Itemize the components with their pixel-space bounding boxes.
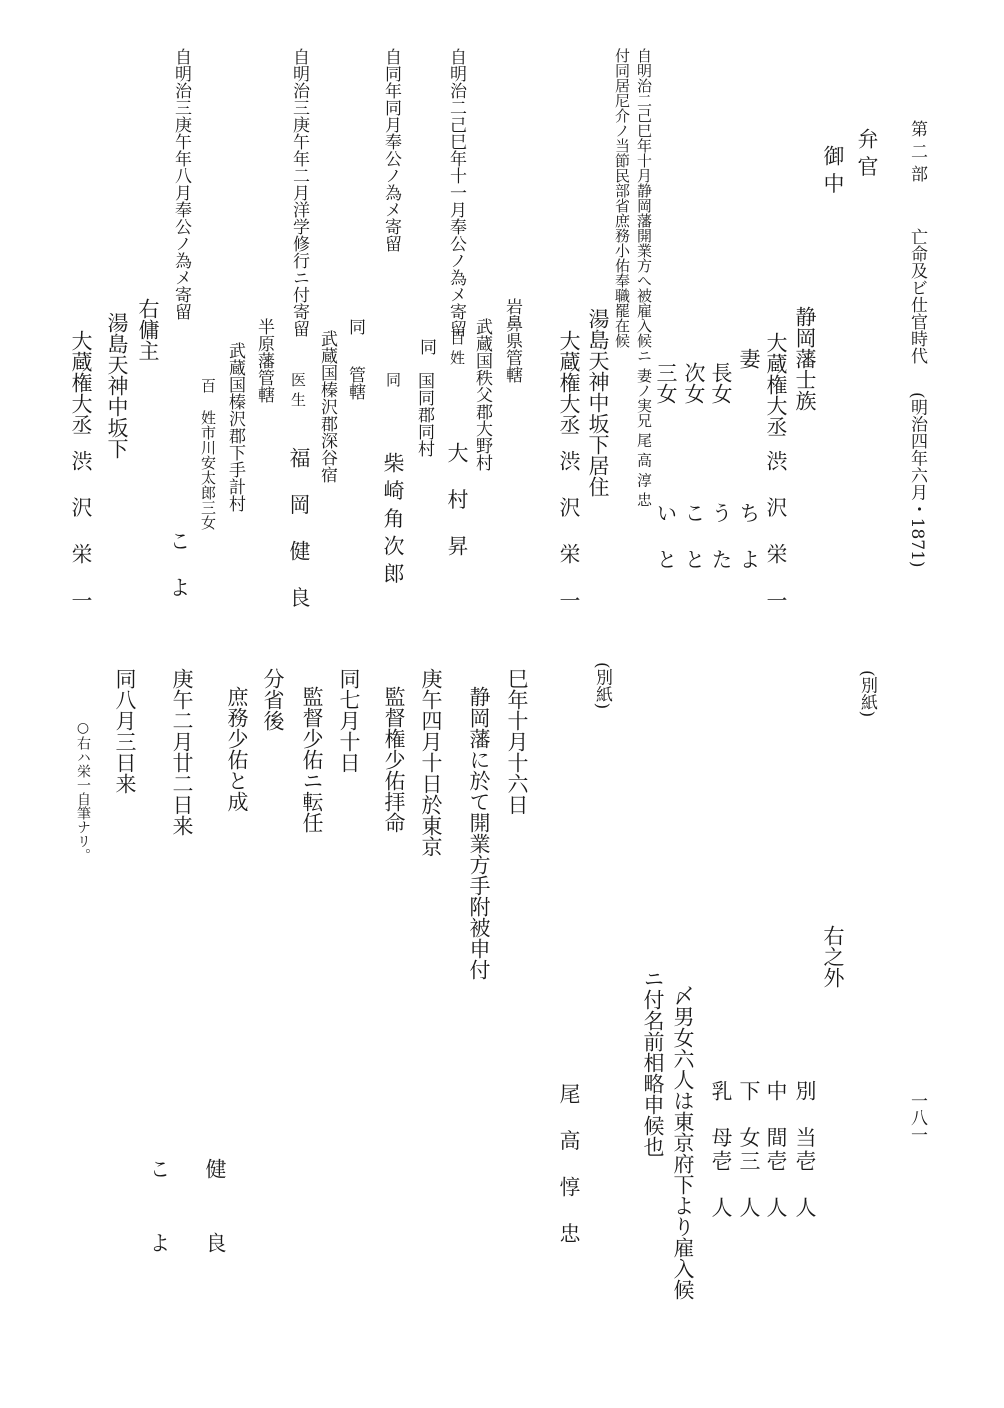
entry4-rank: 百 xyxy=(199,378,217,393)
entry3-name: 福 岡 健 良 xyxy=(287,447,311,618)
servant-betto-count: 壱 人 xyxy=(793,1150,817,1228)
address-onchu: 御 中 xyxy=(821,145,845,194)
first-annex-heading: 右之外 xyxy=(821,925,845,988)
servant-uba-count: 壱 人 xyxy=(709,1150,733,1228)
servant-chugen-count: 壱 人 xyxy=(764,1150,788,1228)
entry3-same: 同 xyxy=(345,318,365,335)
annex-footnote: ○右ハ栄一自筆ナリ。 xyxy=(75,720,91,862)
second-annex-marker: (別紙) xyxy=(592,662,612,710)
entry2-note: 自同年同月奉公ノ為メ寄留 xyxy=(381,48,401,252)
page-number: 一八一 xyxy=(907,1092,927,1143)
annex-line-1: 巳年十月十六日 xyxy=(505,668,529,815)
employer-label: 右傭主 xyxy=(136,298,160,361)
entry3-note: 自明治三庚午年二月洋学修行ニ付寄留 xyxy=(289,48,309,337)
entry2-name: 柴 崎 角 次 郎 xyxy=(381,452,405,584)
annex-line-9: 庚午二月廿二日来 xyxy=(170,668,194,836)
entry3-address: 武蔵国榛沢郡深谷宿 xyxy=(317,330,337,483)
annex-line-8: 庶務少佑と成 xyxy=(225,686,249,812)
family-wife-label: 妻 xyxy=(737,348,761,369)
family-wife-name: ち よ xyxy=(737,502,761,580)
entry4-note: 自明治三庚午年八月奉公ノ為メ寄留 xyxy=(171,48,191,320)
servant-chugen: 中 間 xyxy=(764,1080,788,1158)
period-label: (明治四年六月・1871) xyxy=(907,392,927,568)
family-second-name: こ と xyxy=(682,502,706,580)
employer-address: 湯島天神中坂下 xyxy=(105,312,129,459)
annex-line-10: 同八月三日来 xyxy=(113,668,137,794)
annex-line-2: 静岡藩に於て開業方手附被申付 xyxy=(467,686,491,980)
first-annex-summary-2: ニ付名前相略申候也 xyxy=(641,968,665,1157)
part-label: 第 二 部 xyxy=(907,120,927,182)
employer-name: 渋 沢 栄 一 xyxy=(69,450,93,621)
entry4-address: 武蔵国榛沢郡下手計村 xyxy=(225,342,245,512)
servant-betto: 別 当 xyxy=(793,1080,817,1158)
annex-name-koyo: こ よ xyxy=(147,1158,171,1276)
entry1-address: 武蔵国秩父郡大野村 xyxy=(472,318,492,471)
register-intro-2: 付同居尼介ノ当節民部省庶務小佑奉職罷在候 xyxy=(613,48,631,348)
annex-line-5: 同七月十日 xyxy=(337,668,361,773)
servant-gejo-count: 三 人 xyxy=(737,1150,761,1228)
address-benkan: 弁 官 xyxy=(855,128,879,177)
register-residence-title: 大蔵権大丞 xyxy=(557,330,581,435)
family-head-name: 渋 沢 栄 一 xyxy=(764,450,788,621)
annex-name-kenryo: 健 良 xyxy=(203,1158,227,1276)
family-head-title: 大蔵権大丞 xyxy=(764,332,788,437)
annex-line-6: 監督少佑ニ転任 xyxy=(300,686,324,833)
first-annex-signatory: 尾 高 惇 忠 xyxy=(557,1083,581,1254)
family-second-label: 次女 xyxy=(682,362,706,404)
section-title: 亡命及ビ仕官時代 xyxy=(907,228,927,364)
entry2-same2: 同 xyxy=(384,372,402,387)
family-eldest-name: う た xyxy=(709,502,733,580)
entry3-rank: 医 生 xyxy=(289,372,307,407)
register-intro-1: 自明治二己巳年十月静岡藩開業方へ被雇入候ニ 妻ノ実兄 尾 高 淳 忠 xyxy=(635,48,653,507)
servant-uba: 乳 母 xyxy=(709,1080,733,1158)
entry1-note: 自明治二己巳年十一月奉公ノ為メ寄留 xyxy=(446,48,466,337)
entry3-jurisdiction: 管轄 xyxy=(345,366,365,400)
entry4-desc: 姓市川安太郎三女 xyxy=(199,410,217,530)
family-third-label: 三女 xyxy=(654,362,678,404)
annex-line-3: 庚午四月十日於東京 xyxy=(419,668,443,857)
family-eldest-label: 長女 xyxy=(709,362,733,404)
entry2-address: 国同郡同村 xyxy=(414,372,434,457)
register-residence-name: 渋 沢 栄 一 xyxy=(557,450,581,621)
entry1-rank: 百 姓 xyxy=(448,330,466,365)
entry2-same: 同 xyxy=(416,338,436,355)
employer-title: 大蔵権大丞 xyxy=(69,330,93,435)
annex-line-4: 監督権少佑拝命 xyxy=(382,686,406,833)
entry1-name: 大 村 昇 xyxy=(445,442,469,566)
servant-gejo: 下 女 xyxy=(737,1080,761,1158)
entry1-jurisdiction: 岩鼻県管轄 xyxy=(502,298,522,383)
annex-line-7: 分省後 xyxy=(261,668,285,731)
register-residence: 湯島天神中坂下居住 xyxy=(586,308,610,497)
first-annex-summary-1: 〆男女六人は東京府下より雇入候 xyxy=(671,985,695,1300)
entry4-name: こ よ xyxy=(167,530,191,608)
family-domain: 静岡藩士族 xyxy=(793,306,817,411)
first-annex-marker: (別紙) xyxy=(857,670,877,718)
family-third-name: い と xyxy=(654,502,678,580)
entry4-jurisdiction: 半原藩管轄 xyxy=(254,318,274,403)
